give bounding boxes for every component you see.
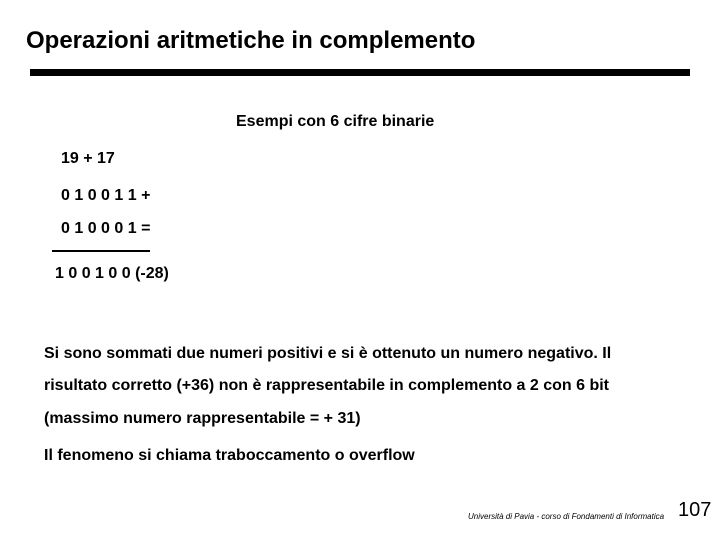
page-number: 107 [678,499,712,521]
operation-label: 19 + 17 [61,150,115,167]
explanation-line-1: Si sono sommati due numeri positivi e si è ottenuto un numero negativo. Il [44,345,612,362]
footer-course: Università di Pavia - corso di Fondamenti di Informatica [468,512,665,521]
explanation-line-4: Il fenomeno si chiama traboccamento o overflow [44,447,415,464]
explanation-line-2: risultato corretto (+36) non è rappresentabile in complemento a 2 con 6 bit [44,377,610,394]
sum-divider [52,250,150,252]
title-underline [30,69,690,76]
operand-1: 0 1 0 0 1 1 + [61,187,151,204]
explanation-line-3: (massimo numero rappresentabile = + 31) [44,410,361,427]
sum-result: 1 0 0 1 0 0 (-28) [55,265,169,282]
slide-title: Operazioni aritmetiche in complemento [26,27,476,54]
operand-2: 0 1 0 0 0 1 = [61,220,151,237]
slide-subtitle: Esempi con 6 cifre binarie [236,113,435,130]
